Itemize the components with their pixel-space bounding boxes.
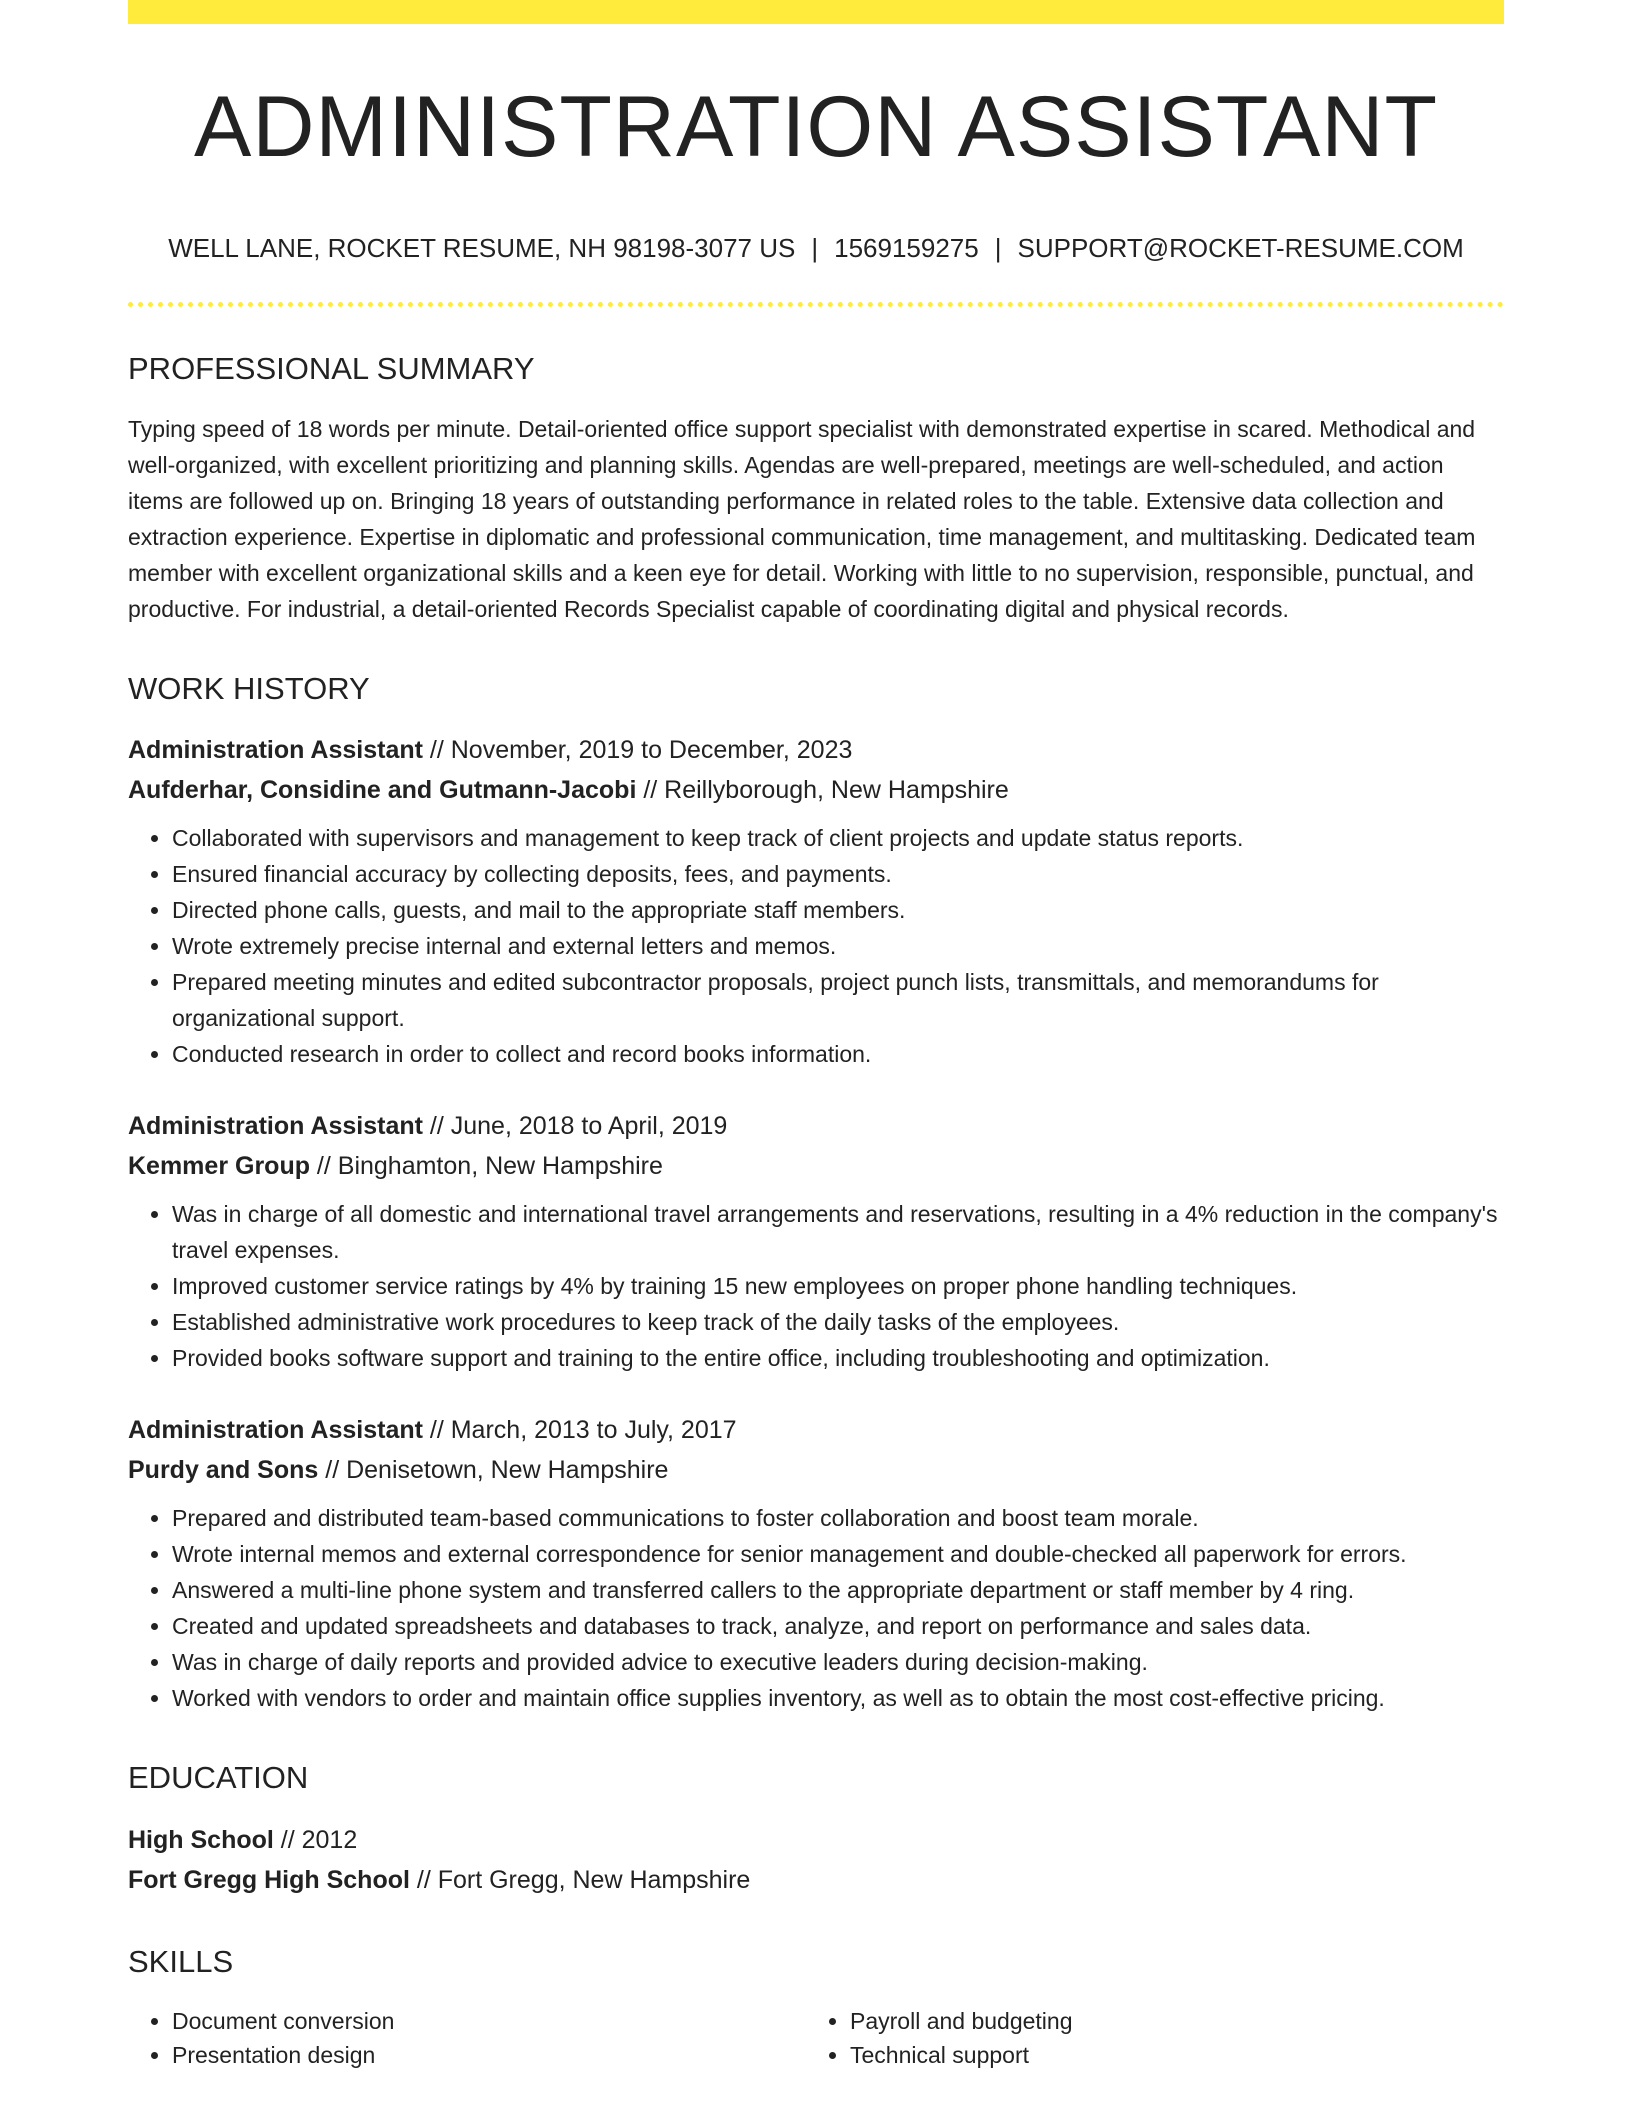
job-role: Administration Assistant xyxy=(128,1416,423,1445)
skill-item: • Technical support xyxy=(850,2038,1484,2072)
skills-column-left xyxy=(128,2004,806,2072)
job-dates: // June, 2018 to April, 2019 xyxy=(422,1112,728,1141)
job-bullet: • Established administrative work procedures to keep track of the daily tasks of the employees. xyxy=(172,1304,1504,1340)
job-bullet: • Wrote internal memos and external correspondence for senior management and double-checked all paperwork for errors. xyxy=(172,1536,1504,1572)
skills-column-right xyxy=(806,2004,1484,2072)
job-bullet: • Was in charge of daily reports and provided advice to executive leaders during decision-making. xyxy=(172,1644,1504,1680)
resume-name: ADMINISTRATION ASSISTANT xyxy=(193,79,1439,175)
skill-item: • Document conversion xyxy=(172,2004,806,2038)
job-bullet: • Improved customer service ratings by 4% by training 15 new employees on proper phone handling techniques. xyxy=(172,1268,1504,1304)
skills-title: SKILLS xyxy=(128,1944,234,1979)
education-year: // 2012 xyxy=(273,1826,358,1854)
top-accent-bar xyxy=(128,0,1504,24)
contact-phone: 1569159275 xyxy=(834,232,979,263)
job-location: // Denisetown, New Hampshire xyxy=(318,1456,669,1485)
job-bullet: • Answered a multi-line phone system and transferred callers to the appropriate department or staff member by 4 ring. xyxy=(172,1572,1504,1608)
job-bullets xyxy=(128,1196,1504,1376)
education-entry xyxy=(128,1820,1504,1900)
dotted-divider xyxy=(128,302,1504,307)
job-role-line xyxy=(128,1410,1504,1450)
job-bullet: • Prepared meeting minutes and edited subcontractor proposals, project punch lists, transmittals, and memorandums for organizational support. xyxy=(172,964,1504,1036)
job-bullet: • Collaborated with supervisors and management to keep track of client projects and update status reports. xyxy=(172,820,1504,856)
job-entry xyxy=(128,1106,1504,1376)
education-degree-line xyxy=(128,1820,1504,1860)
contact-line xyxy=(128,233,1504,264)
job-bullets xyxy=(128,820,1504,1072)
summary-title: PROFESSIONAL SUMMARY xyxy=(128,351,535,387)
job-bullet: • Conducted research in order to collect and record books information. xyxy=(172,1036,1504,1072)
contact-address: WELL LANE, ROCKET RESUME, NH 98198-3077 US xyxy=(168,232,796,263)
job-location: // Reillyborough, New Hampshire xyxy=(636,776,1009,805)
job-bullets xyxy=(128,1500,1504,1716)
work-history-title: WORK HISTORY xyxy=(128,670,370,706)
job-role-line xyxy=(128,730,1504,770)
education-location: // Fort Gregg, New Hampshire xyxy=(409,1866,751,1894)
education-school: Fort Gregg High School xyxy=(128,1866,410,1894)
job-bullet: • Prepared and distributed team-based communications to foster collaboration and boost team morale. xyxy=(172,1500,1504,1536)
job-dates: // November, 2019 to December, 2023 xyxy=(422,736,853,765)
contact-email: SUPPORT@ROCKET-RESUME.COM xyxy=(1017,232,1464,263)
job-role-line xyxy=(128,1106,1504,1146)
job-company: Purdy and Sons xyxy=(128,1456,319,1485)
job-bullet: • Directed phone calls, guests, and mail to the appropriate staff members. xyxy=(172,892,1504,928)
skill-item: • Presentation design xyxy=(172,2038,806,2072)
job-role: Administration Assistant xyxy=(128,736,423,765)
job-bullet: • Wrote extremely precise internal and external letters and memos. xyxy=(172,928,1504,964)
job-bullet: • Provided books software support and training to the entire office, including troubleshooting and optimization. xyxy=(172,1340,1504,1376)
job-location: // Binghamton, New Hampshire xyxy=(309,1152,663,1181)
job-role: Administration Assistant xyxy=(128,1112,423,1141)
job-bullet: • Worked with vendors to order and maintain office supplies inventory, as well as to obtain the most cost-effective pricing. xyxy=(172,1680,1504,1716)
skills-list xyxy=(128,2004,1504,2072)
job-entry xyxy=(128,1410,1504,1716)
education-title: EDUCATION xyxy=(128,1760,309,1796)
contact-separator: | xyxy=(994,232,1002,263)
job-company-line xyxy=(128,1450,1504,1490)
job-company-line xyxy=(128,770,1504,810)
job-company: Aufderhar, Considine and Gutmann-Jacobi xyxy=(128,776,637,805)
summary-text: Typing speed of 18 words per minute. Detail-oriented office support specialist with demonstrated expertise in scared. Methodical and well-organized, with excellent prioritizing and planning skills. Agendas are well-prepared, meetings are well-scheduled, and action items are followed up on. Bringing 18 years of outstanding performance in related roles to the table. Extensive data collection and extraction experience. Expertise in diplomatic and professional communication, time management, and multitasking. Dedicated team member with excellent organizational skills and a keen eye for detail. Working with little to no supervision, responsible, punctual, and productive. For industrial, a detail-oriented Records Specialist capable of coordinating digital and physical records. xyxy=(128,415,1476,622)
job-bullet: • Created and updated spreadsheets and databases to track, analyze, and report on performance and sales data. xyxy=(172,1608,1504,1644)
job-dates: // March, 2013 to July, 2017 xyxy=(422,1416,737,1445)
skill-item: • Payroll and budgeting xyxy=(850,2004,1484,2038)
job-bullet: • Was in charge of all domestic and international travel arrangements and reservations, resulting in a 4% reduction in the company's travel expenses. xyxy=(172,1196,1504,1268)
job-entry xyxy=(128,730,1504,1072)
resume-page xyxy=(128,0,1504,2072)
job-bullet: • Ensured financial accuracy by collecting deposits, fees, and payments. xyxy=(172,856,1504,892)
work-history-list xyxy=(128,730,1504,1716)
contact-separator: | xyxy=(811,232,819,263)
education-school-line xyxy=(128,1860,1504,1900)
job-company-line xyxy=(128,1146,1504,1186)
education-degree: High School xyxy=(128,1826,274,1854)
job-company: Kemmer Group xyxy=(128,1152,310,1181)
